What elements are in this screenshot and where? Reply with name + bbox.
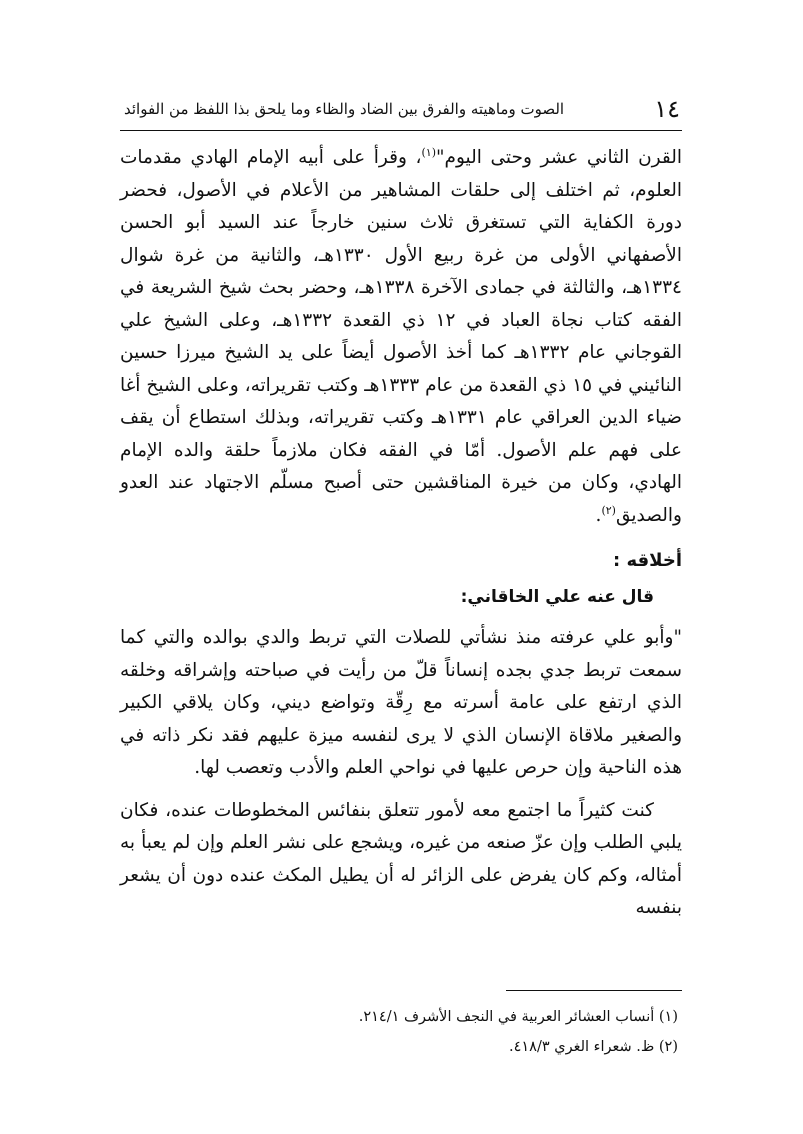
body-text — [120, 142, 682, 925]
footnote-rule — [506, 990, 682, 991]
running-header — [120, 94, 680, 128]
paragraph-manuscripts: كنت كثيراً ما اجتمع معه لأمور تتعلق بنفائس المخطوطات عنده، فكان يلبي الطلب وإن عزّ صنعه من غيره، ويشجع على نشر العلم وإن لم يعبأ به أمثاله، وكم كان يفرض على الزائر له أن يطيل المكث عنده دون أن يشعر بنفسه — [120, 799, 682, 918]
paragraph-education — [120, 142, 682, 532]
header-rule — [120, 130, 682, 131]
footnote-1: (١) أنساب العشائر العربية في النجف الأشرف ٢١٤/١. — [358, 1009, 678, 1025]
footnote-2: (٢) ظ. شعراء الغري ٤١٨/٣. — [508, 1039, 678, 1055]
footnote-ref-2: (٢) — [601, 503, 616, 517]
paragraph-education-start: القرن الثاني عشر وحتى اليوم" — [436, 147, 682, 168]
footnote-ref-1: (١) — [421, 145, 437, 159]
section-heading-akhlaq: أخلاقه : — [613, 550, 682, 571]
paragraph-quote: "وأبو علي عرفته منذ نشأتي للصلات التي تربط والدي بوالده والتي كما سمعت تربط جدي بجده إنساناً قلّ من رأيت في صباحته وإشراقه وخلقه الذي ارتفع على عامة أسرته مع رِقّة وتواضع ديني، وكان يلاقي الكبير والصغير ملاقاة الإنسان الذي لا يرى لنفسه ميزة عليهم فقد نكر ذاته في هذه الناحية وإن حرص عليها في نواحي العلم والأدب وتعصب لها. — [120, 627, 682, 778]
footnotes — [120, 1002, 680, 1062]
running-title: الصوت وماهيته والفرق بين الضاد والظاء وما يلحق بذا اللفظ من الفوائد — [124, 100, 565, 118]
page-number: ١٤ — [654, 95, 680, 123]
paragraph-education-end: . — [595, 504, 602, 526]
subheading-khaqani: قال عنه علي الخاقاني: — [460, 587, 654, 607]
paragraph-education-body: ، وقرأ على أبيه الإمام الهادي مقدمات العلوم، ثم اختلف إلى حلقات المشاهير من الأعلام في الأصول، فحضر دورة الكفاية التي تستغرق ثلاث سنين خارجاً عند السيد أبو الحسن الأصفهاني الأولى من غرة ربيع الأول ١٣٣٠هـ، والثانية من غرة شوال ١٣٣٤هـ، والثالثة في جمادى الآخرة ١٣٣٨هـ، وحضر بحث شيخ الشريعة في الفقه كتاب نجاة العباد في ١٢ ذي القعدة ١٣٣٢هـ، وعلى الشيخ علي القوجاني عام ١٣٣٢هـ كما أخذ الأصول أيضاً على يد الشيخ ميرزا حسين النائيني في ١٥ ذي القعدة من عام ١٣٣٣هـ وكتب تقريراته، وعلى الشيخ أغا ضياء الدين العراقي عام ١٣٣١هـ وكتب تقريراته، وبذلك استطاع أن يقف على فهم علم الأصول. أمّا في الفقه فكان ملازماً حلقة والده الإمام الهادي، وكان من خيرة المناقشين حتى أصبح مسلّم الاجتهاد عند العدو والصديق — [120, 147, 682, 526]
